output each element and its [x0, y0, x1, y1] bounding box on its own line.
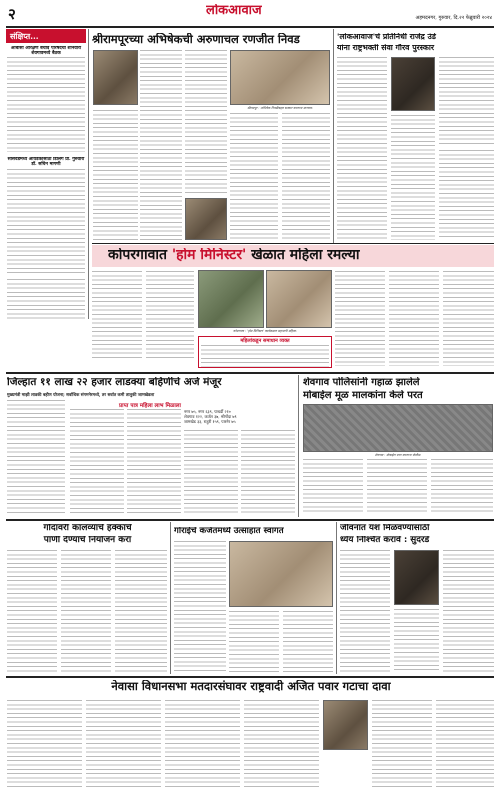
shevgaon-caption: शेवगाव : मोबाईल परत करताना पोलीस. [374, 453, 422, 457]
section-rule-3 [6, 519, 494, 521]
gorai-headline: गोराईचे कर्जतमध्ये उत्साहात स्वागत [174, 527, 284, 536]
lead-col-4 [230, 113, 278, 240]
ladki-col-5 [241, 430, 295, 515]
ladki-divider [298, 375, 299, 517]
gorai-col-1 [174, 541, 226, 672]
banner-box-title: महिलांकडून समाधान व्यक्त [240, 338, 290, 344]
banner-headline [108, 248, 488, 263]
nevasa-col-6 [436, 700, 494, 788]
jeevan-headline-1: जीवनात यश मिळवण्यासाठी [340, 524, 430, 533]
sidebar-divider [88, 29, 89, 319]
lead-photo-portrait [93, 50, 138, 105]
nevasa-col-5 [372, 700, 432, 788]
godavari-divider [170, 522, 171, 674]
sidebar-title-box [6, 29, 86, 43]
section-rule-2 [6, 372, 494, 374]
shevgaon-headline-2: मोबाईल मूळ मालकांना केले परत [303, 390, 423, 401]
banner-headline-part1: कोपरगावात [108, 248, 172, 263]
banner-caption: कोपरगाव : 'होम मिनिस्टर' कार्यक्रमात सहभागी महिला. [233, 329, 297, 333]
shevgaon-headline-1: शेवगाव पोलिसांनी गहाळ झालेले [303, 377, 420, 388]
sidebar-title: संक्षिप्त... [10, 31, 39, 41]
nevasa-photo [323, 700, 368, 750]
banner-box-body [201, 345, 329, 367]
page-number: २ [8, 6, 16, 23]
lead-col-1 [140, 50, 182, 240]
banner-headline-part3: खेळात महिला रमल्या [251, 248, 360, 263]
jeevan-col-1 [340, 550, 390, 672]
godavari-headline-1: गोदावरी कालव्याचे हक्काचे [43, 524, 132, 533]
jeevan-col-3 [443, 550, 494, 672]
ladki-table-row: शेवगाव १२२, कर्जत ३७, श्रीगोंदा ७९ [184, 414, 237, 419]
banner-col-1 [92, 271, 142, 361]
sidebar [6, 29, 86, 319]
godavari-headline-2: पाणी देण्याचे नियोजन करा [43, 536, 132, 545]
right-headline-2: यांना राष्ट्रभक्ती सेवा गौरव पुरस्कार [337, 44, 435, 52]
lead-col-3 [93, 110, 138, 240]
banner-box [198, 336, 332, 368]
ladki-col-1 [7, 400, 65, 515]
ladki-table-title: प्राप्त पात्र महिला लाभ मिळाला [119, 403, 181, 409]
ladki-col-3 [127, 409, 181, 515]
ladki-table-row: नगर ७५, नगर ६३९, पाथर्डी २१० [184, 409, 231, 414]
brief-2-body [7, 169, 85, 274]
right-col-4 [439, 150, 494, 240]
nevasa-col-2 [86, 700, 161, 788]
section-rule-4 [6, 676, 494, 678]
brief-2-headline: सासवडमध्ये आयडकांसाठी डिलिंग प्रा. गुरुवारी डॉ. सचिन मागणी [7, 157, 85, 168]
jeevan-col-2 [394, 609, 439, 672]
masthead-rule [6, 26, 494, 28]
dateline: अहमदनगर, गुरुवार, दि.२२ फेब्रुवारी २०२४ [415, 15, 492, 21]
banner-headline-part2: 'होम मिनिस्टर' [171, 248, 252, 263]
godavari-col-3 [115, 550, 167, 672]
right-col-3 [391, 115, 435, 240]
jeevan-headline-2: ध्येय निश्चित करावे : सुदरडे [340, 536, 430, 545]
banner-col-2 [146, 271, 194, 361]
godavari-col-1 [7, 550, 57, 672]
gorai-divider [336, 522, 337, 674]
shevgaon-col-3 [431, 459, 493, 515]
gorai-photo [229, 541, 333, 607]
shevgaon-photo [303, 404, 493, 452]
lead-headline: श्रीरामपूरच्या अभिषेकची अरुणाचल रणजीत निवड [92, 33, 300, 46]
lead-photo-2 [185, 198, 227, 240]
nevasa-col-3 [165, 700, 240, 788]
brief-3-body [7, 279, 85, 319]
banner-photo-1 [198, 270, 264, 328]
gorai-col-2 [229, 611, 279, 672]
banner-col-5 [443, 271, 494, 366]
ladki-table-row: जामखेड ३३, राहुरी १५९, पारनेर ७५ [184, 419, 236, 424]
lead-right-divider [333, 29, 334, 243]
masthead-logo: लोकआवाज [206, 4, 262, 18]
brief-1-body [7, 57, 85, 152]
banner-top-rule [92, 243, 494, 244]
ladki-col-4 [184, 430, 238, 515]
banner-col-3 [335, 271, 385, 366]
lead-photo-group [230, 50, 330, 105]
right-col-1 [337, 57, 387, 240]
ladki-headline: जिल्हात ११ लाख २२ हजार लाडक्या बहिणींचे अर्ज मंजूर [7, 377, 222, 388]
lead-col-2 [185, 50, 227, 195]
lead-caption: श्रीरामपूर : अभिषेक निवडीबद्दल सत्कार करताना मान्यवर. [247, 106, 313, 110]
right-col-2 [439, 57, 494, 147]
shevgaon-col-2 [367, 459, 427, 515]
lead-col-5 [282, 113, 330, 240]
banner-col-4 [389, 271, 439, 366]
godavari-col-2 [61, 550, 111, 672]
nevasa-col-1 [7, 700, 82, 788]
ladki-col-2 [70, 409, 124, 515]
masthead [0, 0, 500, 26]
nevasa-headline: नेवासा विधानसभा मतदारसंघावर राष्ट्रवादी अजित पवार गटाचा दावा [111, 680, 391, 693]
banner-photo-2 [266, 270, 332, 328]
gorai-col-3 [283, 611, 333, 672]
brief-1-headline: ओबीसी आरक्षण बचाव परिषदेचा शनिवारी शेवगावमध्ये बैठक [10, 46, 82, 57]
right-photo-portrait [391, 57, 435, 111]
right-headline-1: 'लोकआवाज'चे प्रतिनिधी राजेंद्र उंडे [337, 33, 436, 41]
shevgaon-col-1 [303, 459, 363, 515]
ladki-subhead: मुख्यमंत्री माझी लाडकी बहीण योजना; सर्वाधिक संगमनेरमध्ये, तर सर्वात कमी तालुकी जामखेडला [7, 392, 155, 397]
nevasa-col-4 [244, 700, 319, 788]
jeevan-photo [394, 550, 439, 605]
